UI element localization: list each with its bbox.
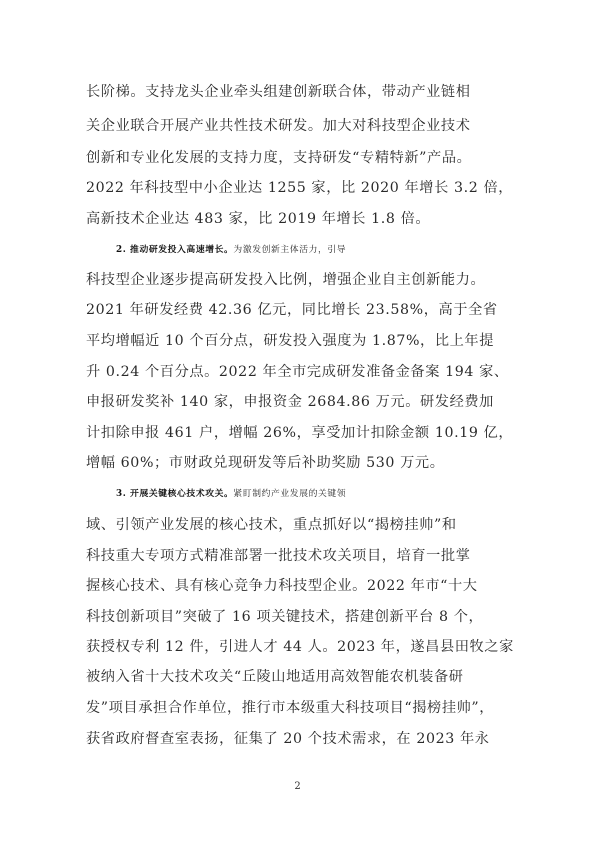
section-heading: 3. 开展关键核心技术攻关。 [116, 489, 234, 499]
text-line: 创新和专业化发展的支持力度，支持研发“专精特新”产品。 [86, 150, 472, 166]
text-line: 长阶梯。支持龙头企业牵头组建创新联合体，带动产业链相 [86, 84, 471, 100]
text-line: 域、引领产业发展的核心技术，重点抓好以“揭榜挂帅”和 [86, 517, 457, 533]
text-line: 获省政府督查室表扬，征集了 20 个技术需求，在 2023 年永 [86, 731, 490, 747]
text-line: 申报研发奖补 140 家，申报资金 2684.86 万元。研发经费加 [86, 394, 494, 410]
text-line: 2022 年科技型中小企业达 1255 家，比 2020 年增长 3.2 倍， [86, 180, 514, 196]
text-line: 升 0.24 个百分点。2022 年全市完成研发准备金备案 194 家、 [86, 364, 509, 380]
text-line: 2021 年研发经费 42.36 亿元，同比增长 23.58%，高于全省 [86, 302, 498, 318]
text-line: 科技重大专项方式精准部署一批技术攻关项目，培育一批掌 [86, 548, 471, 564]
section-heading: 2. 推动研发投入高速增长。 [116, 245, 234, 255]
text-line: 计扣除申报 461 户，增幅 26%，享受加计扣除金额 10.19 亿， [86, 425, 514, 441]
text-run: 紧盯制约产业发展的关键领 [233, 489, 347, 499]
text-line: 科技型企业逐步提高研发投入比例，增强企业自主创新能力。 [86, 272, 486, 288]
text-line [116, 240, 546, 260]
text-line: 关企业联合开展产业共性技术研发。加大对科技型企业技术 [86, 118, 471, 134]
text-line: 获授权专利 12 件，引进人才 44 人。2023 年，遂昌县田牧之家 [86, 639, 514, 655]
text-line: 被纳入省十大技术攻关“丘陵山地适用高效智能农机装备研 [86, 669, 464, 685]
text-line: 增幅 60%；市财政兑现研发等后补助奖励 530 万元。 [86, 455, 445, 471]
text-line: 高新技术企业达 483 家，比 2019 年增长 1.8 倍。 [86, 211, 431, 227]
text-line: 平均增幅近 10 个百分点，研发投入强度为 1.87%，比上年提 [86, 333, 494, 349]
page-number: 2 [294, 781, 301, 792]
text-line [116, 484, 546, 504]
text-line: 握核心技术、具有核心竞争力科技型企业。2022 年市“十大 [86, 578, 478, 594]
text-run: 为激发创新主体活力，引导 [233, 245, 347, 255]
text-line: 科技创新项目”突破了 16 项关键技术，搭建创新平台 8 个， [86, 609, 484, 625]
text-line: 发”项目承担合作单位，推行市本级重大科技项目“揭榜挂帅”， [86, 700, 495, 716]
